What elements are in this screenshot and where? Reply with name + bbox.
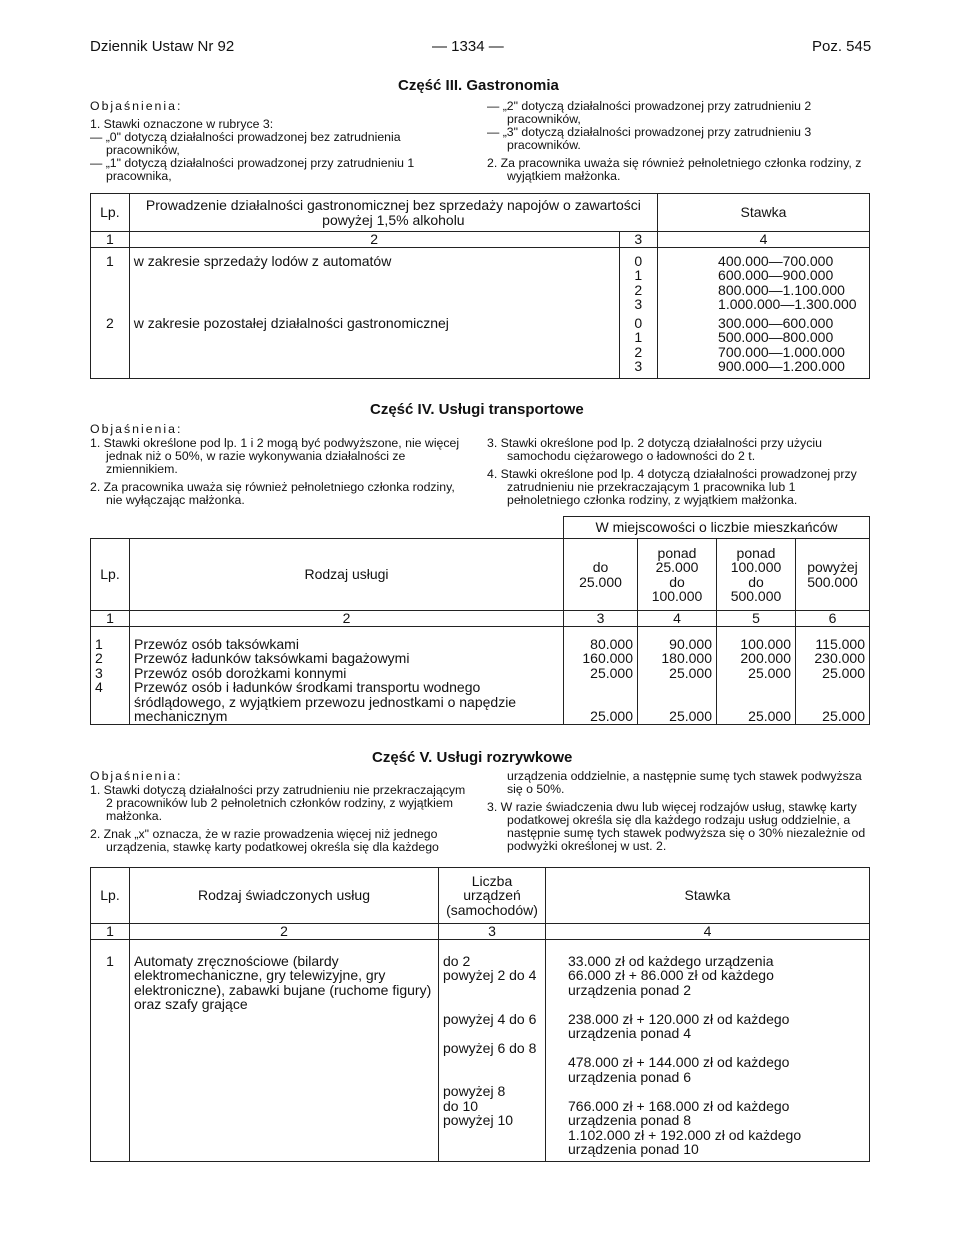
header-col-5: ponad 100.000 do 500.000 — [717, 539, 796, 611]
rate-tiers: 33.000 zł od każdego urządzenia 66.000 zł + 86.000 zł od każdego urządzenia ponad 2 238.000 zł + 120.000 zł od każdego urządzenia ponad 4 478.000 zł + 144.000 zł od każdego urządzenia ponad 6 766.000 zł + 168.000 zł od każdego urządzenia ponad 8 1.102.000 zł + 192.000 zł od każdego urządzenia ponad 10 — [546, 939, 870, 1161]
col-number: 3 — [619, 232, 657, 248]
row-codes: 0 1 2 3 — [619, 312, 657, 379]
part4-title: Część IV. Usługi transportowe — [370, 401, 584, 418]
part3-explanations-label: Objaśnienia: — [90, 99, 183, 113]
row-lp: 1 — [91, 939, 130, 1161]
row-rates: 400.000—700.000 600.000—900.000 800.000—1.100.000 1.000.000—1.300.000 — [658, 247, 870, 312]
col-number: 2 — [130, 924, 439, 940]
part4-explanations-label: Objaśnienia: — [90, 422, 183, 436]
col-number: 1 — [91, 611, 130, 627]
part5-left-notes — [90, 784, 472, 854]
note: 3. W razie świadczenia dwu lub więcej rodzajów usług, stawkę karty podatkowej określa się dla każdego rodzaju usług oddzielnie, a następnie sumę tych stawek podwyższa się o 30% niezależnie od podwyżki określonej w ust. 2. — [487, 800, 866, 853]
page-number: — 1334 — — [432, 38, 504, 55]
header-population-group: W miejscowości o liczbie mieszkańców — [564, 517, 870, 539]
note: urządzenia oddzielnie, a następnie sumę tych stawek podwyższa się o 50%. — [507, 769, 862, 796]
header-rate: Stawka — [546, 868, 870, 924]
header-description: Prowadzenie działalności gastronomicznej bez sprzedaży napojów o zawartości powyżej 1,5% alkoholu — [129, 194, 657, 232]
header-rate: Stawka — [658, 194, 870, 232]
note: 1. Stawki oznaczone w rubryce 3: — [90, 117, 274, 131]
header-col-3: do 25.000 — [564, 539, 638, 611]
note: 4. Stawki określone pod lp. 4 dotyczą działalności prowadzonej przy zatrudnieniu nie przekraczającym 1 pracownika lub 1 pełnoletniego członka rodziny, z wyjątkiem małżonka. — [487, 467, 857, 507]
journal-name: Dziennik Ustaw Nr 92 — [90, 38, 235, 55]
gastronomy-table — [90, 193, 870, 379]
note: 2. Znak „x" oznacza, że w razie prowadzenia więcej niż jednego urządzenia, stawkę karty podatkowej określa się dla każdego — [90, 827, 439, 854]
row-lp: 2 — [91, 312, 130, 379]
table-row — [91, 939, 870, 1161]
row-description: w zakresie pozostałej działalności gastronomicznej — [129, 312, 619, 379]
col-number: 2 — [130, 611, 564, 627]
part5-explanations-label: Objaśnienia: — [90, 769, 183, 783]
col-number: 1 — [91, 232, 130, 248]
header-lp: Lp. — [91, 868, 130, 924]
part4-left-notes — [90, 437, 472, 507]
row-name-list: Przewóz osób taksówkami Przewóz ładunków taksówkami bagażowymi Przewóz osób dorożkami konnymi Przewóz osób i ładunków środkami transportu wodnego śródlądowego, z wyjątkiem przewozu jednostkami o napędzie mechanicznym — [130, 626, 564, 724]
values-col-4: 90.000 180.000 25.000 25.000 — [638, 626, 717, 724]
row-description: Automaty zręcznościowe (bilardy elektromechaniczne, gry telewizyjne, gry elektroniczne), zabawki bujane (ruchome figury) oraz szafy grające — [130, 939, 439, 1161]
col-number: 3 — [439, 924, 546, 940]
part3-right-notes — [487, 100, 872, 183]
table-row — [91, 312, 870, 379]
note: 1. Stawki dotyczą działalności przy zatrudnieniu nie przekraczającym 2 pracowników lub 2 pełnoletnich członków rodziny, z wyjątkiem małżonka. — [90, 783, 466, 823]
values-col-3: 80.000 160.000 25.000 25.000 — [564, 626, 638, 724]
header-service-type: Rodzaj usługi — [130, 539, 564, 611]
row-codes: 0 1 2 3 — [619, 247, 657, 312]
col-number: 2 — [129, 232, 619, 248]
col-number: 5 — [717, 611, 796, 627]
row-description: w zakresie sprzedaży lodów z automatów — [129, 247, 619, 312]
note: — „3" dotyczą działalności prowadzonej przy zatrudnieniu 3 pracowników. — [487, 125, 812, 152]
note: 2. Za pracownika uważa się również pełnoletniego członka rodziny, nie wyłączając małżonka. — [90, 480, 455, 507]
transport-table — [90, 516, 870, 725]
part3-left-notes — [90, 118, 472, 183]
note: — „0" dotyczą działalności prowadzonej bez zatrudnienia pracowników, — [90, 130, 401, 157]
table-row — [91, 626, 870, 724]
part4-right-notes — [487, 437, 872, 507]
part5-title: Część V. Usługi rozrywkowe — [372, 749, 573, 766]
note: 3. Stawki określone pod lp. 2 dotyczą działalności przy użyciu samochodu ciężarowego o ładowności do 2 t. — [487, 436, 822, 463]
values-col-6: 115.000 230.000 25.000 25.000 — [796, 626, 870, 724]
row-rates: 300.000—600.000 500.000—800.000 700.000—1.000.000 900.000—1.200.000 — [658, 312, 870, 379]
device-count-tiers: do 2 powyżej 2 do 4 powyżej 4 do 6 powyżej 6 do 8 powyżej 8 do 10 powyżej 10 — [439, 939, 546, 1161]
header-device-count: Liczba urządzeń (samochodów) — [439, 868, 546, 924]
header-col-6: powyżej 500.000 — [796, 539, 870, 611]
note: 1. Stawki określone pod lp. 1 i 2 mogą być podwyższone, nie więcej jednak niż o 50%, w razie wykonywania działalności ze zmiennikiem. — [90, 436, 460, 476]
header-col-4: ponad 25.000 do 100.000 — [638, 539, 717, 611]
part3-title: Część III. Gastronomia — [398, 77, 559, 94]
note: — „2" dotyczą działalności prowadzonej przy zatrudnieniu 2 pracowników, — [487, 99, 812, 126]
col-number: 3 — [564, 611, 638, 627]
note: — „1" dotyczą działalności prowadzonej przy zatrudnieniu 1 pracownika, — [90, 156, 415, 183]
col-number: 1 — [91, 924, 130, 940]
col-number: 4 — [638, 611, 717, 627]
row-lp-list: 1 2 3 4 — [91, 626, 130, 724]
entertainment-table — [90, 867, 870, 1162]
header-lp: Lp. — [91, 539, 130, 611]
position-number: Poz. 545 — [812, 38, 872, 55]
values-col-5: 100.000 200.000 25.000 25.000 — [717, 626, 796, 724]
row-lp: 1 — [91, 247, 130, 312]
header-service-type: Rodzaj świadczonych usług — [130, 868, 439, 924]
note: 2. Za pracownika uważa się również pełnoletniego członka rodziny, z wyjątkiem małżonka. — [487, 156, 862, 183]
table-row — [91, 247, 870, 312]
header-lp: Lp. — [91, 194, 130, 232]
col-number: 6 — [796, 611, 870, 627]
col-number: 4 — [546, 924, 870, 940]
col-number: 4 — [658, 232, 870, 248]
part5-right-notes — [487, 770, 872, 853]
